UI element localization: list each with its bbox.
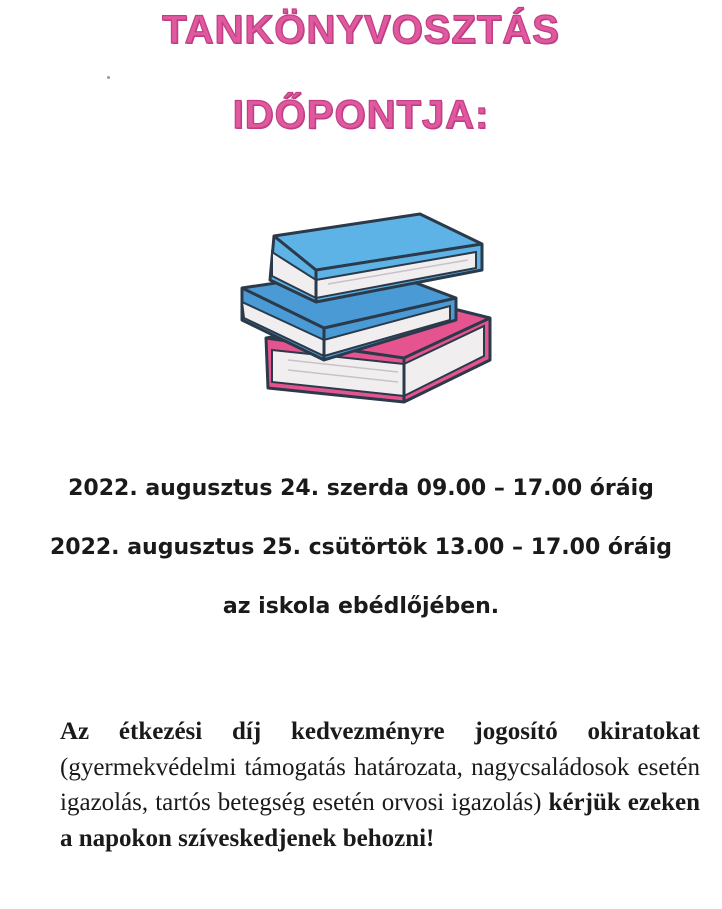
page-title-line-2: IDŐPONTJA:: [232, 93, 490, 137]
top-book-blue: [270, 214, 482, 302]
page-title-line-1: TANKÖNYVOSZTÁS: [162, 8, 560, 52]
stack-of-books-icon: [228, 210, 498, 410]
schedule-location: az iskola ebédlőjében.: [222, 594, 500, 619]
scan-speck: [107, 76, 110, 79]
document-notice: [60, 714, 700, 856]
schedule-day-2: 2022. augusztus 25. csütörtök 13.00 – 17.00 óráig: [49, 535, 673, 560]
notice-bold-intro: Az étkezési díj kedvezményre jogosító okiratokat: [60, 718, 700, 745]
notice-details: (gyermekvédelmi támogatás határozata, nagycsaládosok esetén igazolás, tartós betegség esetén orvosi igazolás): [60, 753, 700, 816]
schedule-day-1: 2022. augusztus 24. szerda 09.00 – 17.00 óráig: [68, 476, 654, 501]
notice-bold-request: kérjük ezeken a napokon szíveskedjenek behozni!: [60, 789, 700, 852]
